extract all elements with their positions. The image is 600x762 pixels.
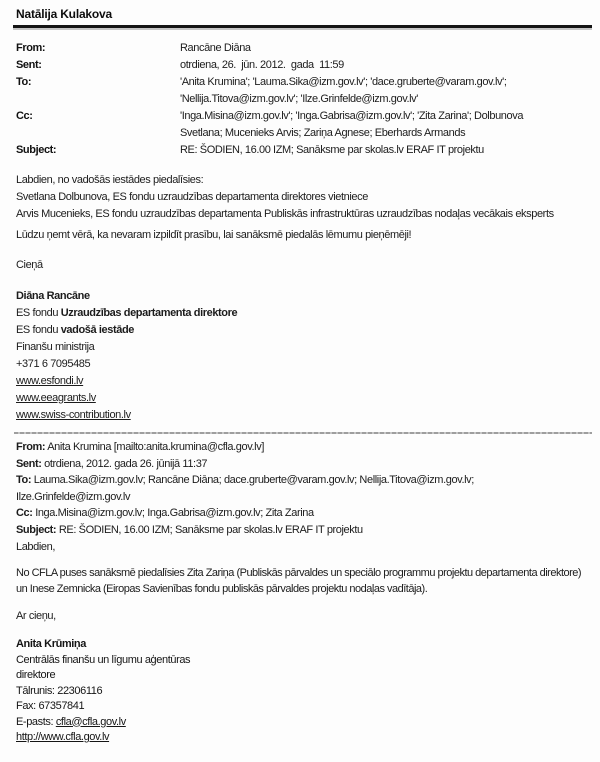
quoted-cc-value: Inga.Misina@izm.gov.lv; Inga.Gabrisa@izm.gov.lv; Zita Zarina (35, 507, 314, 519)
quoted-signature-block (16, 637, 584, 746)
to-value-line: 'Nellija.Titova@izm.gov.lv'; 'Ilze.Grinfelde@izm.gov.lv' (180, 93, 418, 105)
quoted-to-continuation: Ilze.Grinfelde@izm.gov.lv (16, 490, 131, 503)
quoted-phone: Tālrunis: 22306116 (16, 684, 103, 697)
quoted-fax: Fax: 67357841 (16, 700, 85, 712)
cc-label: Cc: (16, 110, 33, 122)
signature-phone: +371 6 7095485 (16, 358, 91, 370)
quoted-email-label: E-pasts: (16, 715, 54, 728)
quoted-subject-label: Subject: (16, 523, 57, 536)
to-value-line: 'Anita Krumina'; 'Lauma.Sika@izm.gov.lv'; 'dace.gruberte@varam.gov.lv'; (180, 76, 507, 88)
quoted-from-label: From: (16, 441, 46, 453)
from-row (16, 40, 584, 57)
quoted-to-value: Lauma.Sika@izm.gov.lv; Rancāne Diāna; dace.gruberte@varam.gov.lv; Nellija.Titova@izm.gov.lv; (33, 474, 474, 486)
cc-row (16, 108, 584, 142)
sent-row (16, 57, 584, 74)
quoted-to-line (16, 472, 584, 489)
quoted-from-value: Anita Krumina [mailto:anita.krumina@cfla.gov.lv] (47, 441, 264, 453)
signature-role-prefix: ES fondu (16, 307, 61, 319)
email-body (16, 172, 584, 274)
quoted-cc-line (16, 505, 584, 522)
from-value: Rancāne Diāna (180, 42, 251, 54)
quoted-paragraph: No CFLA puses sanāksmē piedalīsies Zita Zariņa (Publiskās pārvaldes un speciālo programmu projektu departamenta direktore) un Inese Zemnicka (Eiropas Savienības fondu publiskās pārvaldes projektu nodaļas vadītāja). (16, 566, 582, 595)
eeagrants-link[interactable]: www.eeagrants.lv (16, 392, 96, 404)
subject-row (16, 142, 584, 159)
cfla-website-link[interactable]: http://www.cfla.gov.lv (16, 731, 110, 743)
quoted-to-label: To: (16, 474, 32, 486)
signature-role-bold: Uzraudzības departamenta direktore (60, 307, 238, 319)
closing-line: Cieņā (16, 259, 43, 271)
page-title: Natālija Kulakova (16, 7, 112, 21)
quoted-email-header (16, 439, 584, 538)
title-divider (13, 25, 592, 28)
greeting-line: Labdien, no vadošās iestādes piedalīsies: (16, 174, 204, 186)
quoted-cc-label: Cc: (16, 507, 33, 519)
signature-block (16, 288, 584, 424)
email-header (16, 40, 584, 159)
note-line: Lūdzu ņemt vērā, ka nevaram izpildīt prasību, lai sanāksmē piedalās lēmumu pieņēmēji! (16, 229, 412, 241)
signature-role (16, 305, 584, 322)
quoted-signature-name: Anita Krūmiņa (16, 638, 86, 650)
cc-value-line: Svetlana; Mucenieks Arvis; Zariņa Agnese; Eberhards Armands (180, 127, 466, 139)
to-row (16, 74, 584, 108)
signature-org (16, 322, 584, 339)
quoted-from-line (16, 439, 584, 456)
quoted-email-line (16, 715, 584, 731)
quoted-subject-value: RE: ŠODIEN, 16.00 IZM; Sanāksme par skolas.lv ERAF IT projektu (58, 523, 363, 536)
signature-org-bold: vadošā iestāde (60, 324, 134, 336)
quoted-sent-line (16, 456, 584, 473)
esfondi-link[interactable]: www.esfondi.lv (16, 375, 84, 387)
quoted-sent-label: Sent: (16, 457, 42, 470)
quoted-email-divider (14, 432, 592, 434)
subject-label: Subject: (16, 144, 57, 156)
attendee-line: Arvis Mucenieks, ES fondu uzraudzības departamenta Publiskās infrastruktūras uzraudzības nodaļas vecākais eksperts (16, 208, 554, 220)
quoted-greeting: Labdien, (16, 541, 56, 553)
swiss-contribution-link[interactable]: www.swiss-contribution.lv (16, 409, 131, 421)
attendee-line: Svetlana Dolbunova, ES fondu uzraudzības departamenta direktores vietniece (16, 191, 368, 203)
quoted-website-line (16, 730, 584, 746)
cc-value-line: 'Inga.Misina@izm.gov.lv'; 'Inga.Gabrisa@izm.gov.lv'; 'Zita Zarina'; Dolbunova (180, 110, 524, 122)
signature-org-prefix: ES fondu (16, 324, 61, 336)
signature-name: Diāna Rancāne (16, 290, 90, 302)
subject-value: RE: ŠODIEN, 16.00 IZM; Sanāksme par skolas.lv ERAF IT projektu (180, 144, 484, 156)
quoted-signature-org: Centrālās finanšu un līgumu aģentūras (16, 653, 191, 666)
to-label: To: (16, 76, 32, 88)
cfla-email-link[interactable]: cfla@cfla.gov.lv (55, 715, 126, 728)
quoted-closing: Ar cieņu, (16, 609, 56, 622)
quoted-sent-value: otrdiena, 2012. gada 26. jūnijā 11:37 (44, 457, 208, 470)
from-label: From: (16, 42, 46, 54)
sent-value: otrdiena, 26. jūn. 2012. gada 11:59 (180, 59, 344, 71)
quoted-subject-line (16, 522, 584, 539)
sent-label: Sent: (16, 59, 42, 71)
quoted-signature-role: direktore (16, 669, 56, 681)
signature-ministry: Finanšu ministrija (16, 341, 95, 353)
